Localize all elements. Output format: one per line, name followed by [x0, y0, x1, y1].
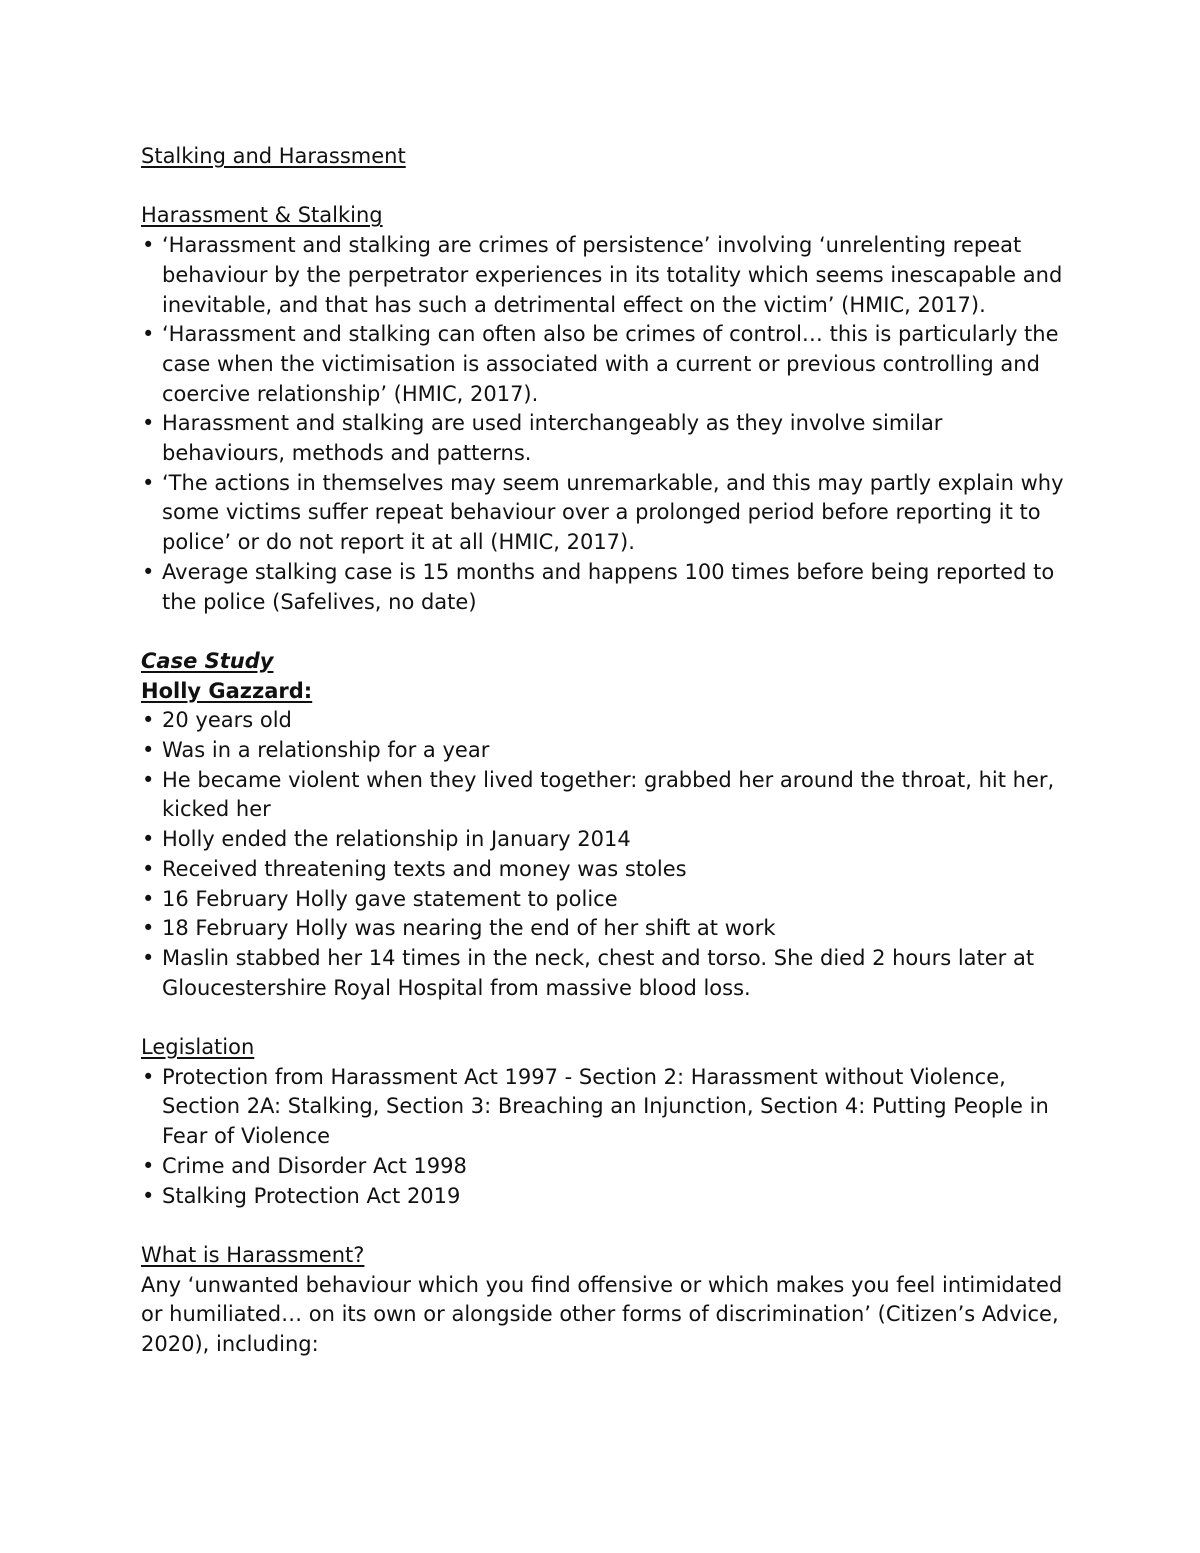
list-item — [141, 855, 1071, 885]
spacer — [141, 1003, 1071, 1033]
case-study-heading: Case Study — [141, 648, 274, 673]
list-item — [141, 706, 1071, 736]
bullet-icon: • — [142, 767, 155, 792]
list-item — [141, 885, 1071, 915]
list-item-text: 16 February Holly gave statement to police — [162, 886, 618, 911]
list-item-text: He became violent when they lived together: grabbed her around the throat, hit her, kicked her — [162, 767, 1055, 822]
list-item-text: Received threatening texts and money was stoles — [162, 856, 687, 881]
bullet-icon: • — [142, 1183, 155, 1208]
list-item-text: ‘The actions in themselves may seem unremarkable, and this may partly explain why some victims suffer repeat behaviour over a prolonged period before reporting it to police’ or do not report it at all (HMIC, 2017). — [162, 470, 1064, 555]
bullet-icon: • — [142, 322, 155, 347]
list-item-text: Crime and Disorder Act 1998 — [162, 1153, 467, 1178]
list-item-text: Maslin stabbed her 14 times in the neck, chest and torso. She died 2 hours later at Gloucestershire Royal Hospital from massive blood loss. — [162, 945, 1035, 1000]
harassment-stalking-list — [141, 231, 1071, 617]
list-item-text: Protection from Harassment Act 1997 - Section 2: Harassment without Violence, Section 2A: Stalking, Section 3: Breaching an Injunction, Section 4: Putting People in Fear of Violence — [162, 1064, 1049, 1149]
list-item — [141, 320, 1071, 409]
list-item — [141, 825, 1071, 855]
list-item — [141, 469, 1071, 558]
list-item — [141, 736, 1071, 766]
bullet-icon: • — [142, 1153, 155, 1178]
list-item — [141, 558, 1071, 617]
list-item-text: 18 February Holly was nearing the end of her shift at work — [162, 916, 776, 941]
list-item — [141, 231, 1071, 320]
list-item — [141, 944, 1071, 1003]
list-item-text: Holly ended the relationship in January 2014 — [162, 827, 631, 852]
spacer — [141, 617, 1071, 647]
bullet-icon: • — [142, 886, 155, 911]
list-item — [141, 1182, 1071, 1212]
list-item — [141, 1063, 1071, 1152]
bullet-icon: • — [142, 1064, 155, 1089]
bullet-icon: • — [142, 233, 155, 258]
section-heading-harassment-stalking: Harassment & Stalking — [141, 203, 383, 228]
list-item — [141, 409, 1071, 468]
case-study-list — [141, 706, 1071, 1003]
bullet-icon: • — [142, 559, 155, 584]
what-is-harassment-heading: What is Harassment? — [141, 1242, 365, 1267]
bullet-icon: • — [142, 916, 155, 941]
document-page — [141, 142, 1071, 1360]
list-item — [141, 766, 1071, 825]
legislation-list — [141, 1063, 1071, 1212]
list-item — [141, 914, 1071, 944]
bullet-icon: • — [142, 738, 155, 763]
bullet-icon: • — [142, 411, 155, 436]
spacer — [141, 1211, 1071, 1241]
list-item-text: ‘Harassment and stalking can often also be crimes of control… this is particularly the case when the victimisation is associated with a current or previous controlling and coercive relationship’ (HMIC, 2017). — [162, 322, 1059, 406]
bullet-icon: • — [142, 470, 155, 495]
document-title: Stalking and Harassment — [141, 144, 406, 168]
list-item-text: Harassment and stalking are used interchangeably as they involve similar behaviours, methods and patterns. — [162, 411, 943, 466]
list-item-text: Average stalking case is 15 months and happens 100 times before being reported to the police (Safelives, no date) — [162, 559, 1055, 614]
list-item-text: 20 years old — [162, 708, 292, 733]
bullet-icon: • — [142, 945, 155, 970]
bullet-icon: • — [142, 827, 155, 852]
bullet-icon: • — [142, 856, 155, 881]
list-item-text: Stalking Protection Act 2019 — [162, 1183, 461, 1208]
legislation-heading: Legislation — [141, 1035, 255, 1060]
case-study-subject: Holly Gazzard: — [141, 678, 313, 703]
bullet-icon: • — [142, 708, 155, 733]
list-item-text: ‘Harassment and stalking are crimes of persistence’ involving ‘unrelenting repeat behaviour by the perpetrator experiences in its totality which seems inescapable and inevitable, and that has such a detrimental effect on the victim’ (HMIC, 2017). — [162, 233, 1063, 317]
spacer — [141, 172, 1071, 202]
list-item — [141, 1152, 1071, 1182]
what-is-harassment-body: Any ‘unwanted behaviour which you find offensive or which makes you feel intimidated or humiliated… on its own or alongside other forms of discrimination’ (Citizen’s Advice, 2020), including: — [141, 1272, 1063, 1357]
list-item-text: Was in a relationship for a year — [162, 738, 490, 763]
